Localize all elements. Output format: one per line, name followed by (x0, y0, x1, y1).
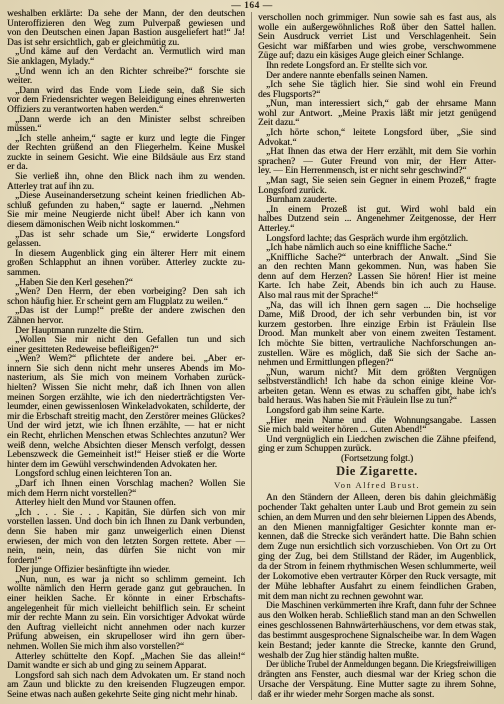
text-line (258, 195, 496, 205)
text-line (258, 80, 496, 90)
text-line (7, 421, 245, 431)
text-line (7, 220, 245, 230)
line-text: Sie mich bald weiter hören ... Guten Abend!“ (258, 425, 427, 436)
line-text: (Fortsetzung folgt.) (340, 454, 414, 464)
line-text: Sie mir meine Neugierde nicht übel! Aber ich kann von (7, 210, 245, 221)
line-text: nehmen. Wollen Sie mich ihm also vorstellen?“ (7, 642, 184, 653)
line-text: sammen. (7, 267, 41, 278)
text-line (7, 306, 245, 316)
line-text: Zeit dazu.“ (258, 118, 300, 129)
line-text: zustellen. Wäre es möglich, daß Sie sich der Sache an- (258, 348, 497, 359)
line-text: kurzem gestorben. Ihre einzige Erbin ist Fräulein Ilse (258, 319, 496, 330)
text-line (7, 124, 245, 134)
text-line (258, 377, 496, 387)
text-line (7, 201, 245, 211)
line-text: eines geschlossenen Bahnwärterhäuschens, vor dem etwas stak, (258, 621, 497, 632)
line-text: wollte nämlich den Herrn gerade ganz gut gebrauchen. In (7, 584, 245, 595)
line-text: „Wen? Wem?“ pflichtete der andere bei. „Aber er- (15, 354, 245, 365)
text-line (258, 243, 496, 253)
line-text: Sie verließ ihn, ohne den Blick nach ihm zu wenden. (15, 172, 245, 183)
text-line (7, 546, 245, 556)
line-text: „Haben Sie den Kerl gesehen?“ (15, 277, 133, 288)
text-line (258, 680, 496, 690)
line-text: hinter dem im Gewühl verschwindenden Advokaten her. (7, 459, 217, 470)
line-text: weshalben erklärte: Da sehe der Mann, der den deutschen (7, 9, 246, 19)
line-text: „Nun, nun, es war ja nicht so schlimm gemeint. Ich (15, 574, 246, 585)
line-text: „Hat Ihnen das etwa der Herr erzählt, mit dem Sie vorhin (266, 147, 496, 158)
text-line (7, 594, 245, 604)
text-line (258, 572, 496, 582)
line-text: „Das ist sehr schade um Sie,“ erwiderte Longsford (15, 229, 245, 240)
line-text: den Auftrag vielleicht nicht annehmen oder nach kurzer (7, 622, 246, 633)
text-line (7, 316, 245, 326)
line-text: Der andere nannte ebenfalls seinen Namen. (266, 70, 428, 81)
line-text: Die Maschinen verkümmerten ihre Kraft, dann fuhr der Schnee (266, 601, 496, 612)
line-text: leumder, einen gewissenlosen Winkeladvokaten, schilderte, der (7, 402, 246, 413)
line-text: An den Ständern der Alleen, deren bis dahin gleichmäßig (266, 493, 497, 503)
text-line (258, 339, 496, 349)
line-text: Der Hauptmann runzelte die Stirn. (15, 325, 144, 336)
line-text: Gesicht war mißfarben und wies grobe, verschwommene (258, 41, 496, 52)
text-line (258, 214, 496, 224)
line-text: denn auf dem Herzen? Lassen Sie hören! Hier ist meine (258, 271, 496, 282)
text-line (258, 90, 496, 100)
text-line (258, 147, 496, 157)
line-text: mich dem Herrn nicht vorstellen?“ (7, 488, 137, 499)
line-text: Sein Ausdruck verriet List und Verschlagenheit. Sein (258, 32, 496, 43)
line-text: vorstellen lassen. Und doch bin ich Ihnen zu Dank verbunden, (7, 517, 245, 528)
line-text: Ich möchte Sie bitten, vertrauliche Nachforschungen an- (258, 338, 496, 349)
text-line (258, 631, 496, 641)
text-line (7, 86, 245, 96)
text-line (7, 402, 245, 412)
line-text: fordern!“ (7, 555, 42, 566)
text-line (258, 205, 496, 215)
line-text: hielten? Wissen Sie nicht mehr, daß ich Ihnen von allen (7, 383, 245, 394)
line-text: Longsford gab ihm seine Karte. (266, 406, 384, 417)
text-line (7, 287, 245, 297)
text-line (7, 469, 245, 479)
text-line (258, 253, 496, 263)
line-text: der Mühe lebhafter Ausfahrt zu einem feindlichen Graben, (258, 581, 497, 592)
text-line (258, 387, 496, 397)
text-line (7, 565, 245, 575)
line-text: Atterley.“ (258, 223, 295, 234)
line-text: ging er zum Schuppen zurück. (258, 444, 372, 455)
page-number: — 164 — (231, 1, 273, 11)
line-text: Atterley schüttelte den Kopf. „Machen Sie das allein!“ (15, 651, 245, 662)
line-text: „Ich habe nämlich auch so eine kniffliche Sache.“ (266, 243, 452, 254)
line-text: pochender Takt gehalten unter Laub und Brot gemein zu sein (258, 502, 497, 513)
line-text: er da. (7, 162, 28, 173)
text-line (258, 23, 496, 33)
text-line (258, 51, 496, 61)
line-text: Der übliche Trubel der Anmeldungen begann. Die Kriegsfreiwilligen (266, 660, 497, 671)
line-text: einer gesitteten Redeweise befleißigen?“ (7, 344, 159, 355)
line-text: Atterley hielt den Mund vor Staunen offen. (15, 498, 176, 509)
text-line (258, 493, 496, 503)
text-line (7, 153, 245, 163)
text-line (258, 109, 496, 119)
text-line (258, 552, 496, 562)
line-text: ein Recht, ehrlichen Menschen etwas Schlechtes anzutun? Wer (7, 431, 245, 442)
line-text: aus den Wolken herab. Schließlich stand man an den Schwellen (258, 611, 496, 622)
text-line (258, 621, 496, 631)
text-line (7, 373, 245, 383)
text-line (7, 268, 245, 278)
text-line (258, 641, 496, 651)
text-line (7, 76, 245, 86)
text-line (7, 191, 245, 201)
line-text: „Kniffliche Sache?“ unterbrach der Anwalt. „Sind Sie (266, 252, 496, 263)
line-text: „Man sagt, Sie seien sein Gegner in einem Prozeß,“ fragte (266, 175, 497, 186)
text-line (7, 450, 245, 460)
line-text: müssen.“ (7, 124, 42, 135)
line-text: am Zaun und blickte zu den kreisenden Flugzeugen empor. (7, 680, 246, 691)
line-text: innern Sie sich denn nicht mehr unseres Abends im Mo- (7, 363, 245, 374)
text-line (258, 592, 496, 602)
text-line (258, 562, 496, 572)
text-line (258, 99, 496, 109)
text-line (258, 444, 496, 454)
line-text: Züge auf; dazu ein käsiges Auge gleich einer Schlange. (258, 51, 464, 62)
text-line (258, 601, 496, 611)
line-text: dem Zuge nun ersichtlich sich vorzuschieben. Von Ort zu Ort (258, 542, 496, 553)
line-text: ley. — Ein Herrenmensch, ist er nicht sehr geschwind?“ (258, 166, 467, 177)
text-line (7, 604, 245, 614)
line-text: Atterley trat auf ihn zu. (7, 181, 94, 192)
text-line (7, 632, 245, 642)
line-text: „Wen? Den Herrn, der eben vorbeiging? Den sah ich (15, 287, 245, 298)
text-line (258, 71, 496, 81)
line-text: mir der rechte Mann zu sein. Ein vorsichtiger Advokat würde (7, 613, 246, 624)
text-line (258, 416, 496, 426)
text-line (258, 358, 496, 368)
text-line (7, 162, 245, 172)
line-text: „Dann werde ich an den Minister selbst schreiben (15, 114, 245, 125)
line-text: arbeiten getan. Wenn es etwas zu schaffen gibt, habe ich's (258, 386, 496, 397)
text-line (7, 498, 245, 508)
text-line (7, 479, 245, 489)
text-line (258, 166, 496, 176)
text-line (7, 28, 245, 38)
text-line (258, 272, 496, 282)
text-line (7, 143, 245, 153)
line-text: Offiziers zu verantworten haben werden.“ (7, 104, 163, 115)
text-line (258, 186, 496, 196)
line-text: verschollen noch grimmiger. Nun sowie sah es fast aus, als (258, 13, 497, 23)
text-line (258, 542, 496, 552)
line-text: „Ich hörte schon,“ leitete Longsford über, „Sie sind (266, 128, 496, 139)
line-text: das bestimmt ausgesprochene Signalscheibe war. In dem Wagen (258, 630, 497, 641)
text-line (7, 364, 245, 374)
text-line (7, 527, 245, 537)
line-text: „Und käme auf den Verdacht an. Vermutlich wird man (15, 47, 245, 58)
line-text: mit dem man nicht zu rechnen gewohnt war. (258, 591, 424, 602)
text-line (258, 157, 496, 167)
text-line (258, 329, 496, 339)
text-line (7, 661, 245, 671)
line-text: kein Bestand; jeder kannte die Strecke, kannte den Grund, (258, 640, 497, 651)
line-text: „Diese Auseinandersetzung scheint keinen friedlichen Ab- (15, 191, 246, 202)
text-line (7, 258, 245, 268)
line-text: Prüfung abweisen, ein skrupelloser wird ihn gern über- (7, 632, 245, 643)
line-text: „Und wenn ich an den Richter schreibe?“ forschte sie (15, 66, 246, 77)
line-text: Ihn redete Longsford an. Er stellte sich vor. (266, 60, 428, 71)
text-line (258, 651, 496, 661)
line-text: Dame, Miß Drood, der ich sehr verbunden bin, ist vor (258, 310, 496, 321)
line-text: ging der Zug, bei dem Stillstand der Räder, im Augenblick, (258, 552, 496, 563)
line-text: Longsford sah sich nach dem Advokaten um. Er stand noch (15, 670, 245, 681)
line-text: zuckte in seinem Gesicht. Wie eine Bildsäule aus Erz stand (7, 152, 246, 163)
line-text: „Hier mein Name und die Wohnungsangabe. Lassen (266, 415, 496, 426)
line-text: weiß denn, welche Absichten dieser Mensch verfolgt, dessen (7, 440, 245, 451)
text-line (7, 239, 245, 249)
text-line (7, 47, 245, 57)
line-text: Drood. Man munkelt aber von einem zweiten Testament. (258, 329, 496, 340)
line-text: Ursache der Verspätung. Eine Mutter sagte zu ihrem Sohne, (258, 680, 496, 691)
line-text: Longsford schlug einen leichteren Ton an. (15, 469, 172, 480)
line-text: an den rechten Mann gekommen. Nun, was haben Sie (258, 262, 497, 273)
text-line (258, 281, 496, 291)
text-line (258, 406, 496, 416)
line-text: großen Schlapphut an ihnen vorüber. Atterley zuckte zu- (7, 258, 246, 269)
text-line (7, 354, 245, 364)
text-line (258, 262, 496, 272)
line-text: Das ist sehr ersichtlich, gab er gleichmütig zu. (7, 37, 180, 48)
line-text: daß er ihr wieder mehr Sorgen mache als sonst. (258, 690, 435, 700)
line-text: der Rechten grüßend an den Fliegerhelm. Keine Muskel (7, 143, 245, 154)
text-line (7, 652, 245, 662)
line-text: Und der wird jetzt, wie ich Ihnen erzählte, — hat er nicht (7, 421, 245, 432)
line-text: weiter. (7, 76, 33, 87)
text-line (7, 412, 245, 422)
text-line (7, 393, 245, 403)
text-line (258, 690, 496, 700)
line-text: „Darf ich Ihnen einen Vorschlag machen? Wollen Sie (15, 478, 246, 489)
text-line (258, 368, 496, 378)
line-text: Longsford lachte; das Gespräch wurde ihm ergötzlich. (266, 233, 468, 244)
text-line (258, 32, 496, 42)
text-line (7, 575, 245, 585)
text-line (258, 310, 496, 320)
text-line (7, 95, 245, 105)
text-line (258, 61, 496, 71)
text-line (258, 611, 496, 621)
line-text: Lebenszweck die Gemeinheit ist!“ Heiser stieß er die Worte (7, 450, 245, 461)
text-line (7, 67, 245, 77)
text-line (7, 105, 245, 115)
text-line (258, 118, 496, 128)
line-text: nasterium, als Sie mich von meinem Vorhaben zurück- (7, 373, 245, 384)
line-text: halbes Dutzend sein ... Angenehmer Zeitgenosse, der Herr (258, 214, 497, 225)
column-divider (251, 12, 252, 700)
text-line (7, 517, 245, 527)
line-text: an den Mienen mannigfaltiger Gesichter konnte man er- (258, 522, 496, 533)
text-line (7, 613, 245, 623)
line-text: „In einem Prozeß ist gut. Wird wohl bald ein (266, 204, 497, 215)
text-line (258, 128, 496, 138)
line-text: Unteroffizieren den Weg zum Pulverpaß gewiesen und (7, 18, 245, 29)
line-text: Seine etwas nach außen gekehrte Seite ging nicht mehr hinab. (7, 690, 238, 700)
line-text: bald heraus. Was haben Sie mit Fräulein Ilse zu tun?“ (258, 396, 457, 407)
text-line (258, 176, 496, 186)
text-line (258, 532, 496, 542)
line-text: diesem dämonischen Weib nicht loskommen.“ (7, 220, 180, 230)
text-line (7, 57, 245, 67)
line-text: weshalb der Zug hier ständig halten mußte. (258, 650, 419, 661)
text-line (7, 680, 245, 690)
text-line (7, 671, 245, 681)
text-line (258, 291, 496, 301)
text-line (258, 234, 496, 244)
text-line (7, 642, 245, 652)
text-line (7, 508, 245, 518)
text-line (7, 431, 245, 441)
text-line (7, 9, 245, 19)
line-text: Zähnen hervor. (7, 315, 64, 326)
text-line (258, 670, 496, 680)
text-line (258, 425, 496, 435)
text-line (7, 278, 245, 288)
text-line (7, 335, 245, 345)
text-line (258, 435, 496, 445)
line-text: Longsford zurück. (258, 185, 327, 196)
line-text: wohl zur Antwort. „Meine Praxis läßt mir jetzt genügend (258, 108, 496, 119)
line-text: „Na, das will ich Ihnen gern sagen ... Die hochselige (266, 300, 496, 311)
line-text: Also mal raus mit der Sprache!“ (258, 291, 379, 302)
line-text: denn Sie haben mir ganz unweigerlich einen Dienst (7, 526, 246, 537)
line-text: von den Deutschen einen Japan Bastion ausgeliefert hat!“ Ja! (7, 28, 246, 39)
line-text: Damit wandte er sich ab und ging zu seinem Apparat. (7, 661, 207, 672)
line-text: sprachen? — Guter Freund von mir, der Herr Atter- (258, 156, 497, 167)
line-text: In diesem Augenblick ging ein älterer Herr mit einem (15, 248, 246, 259)
text-line (258, 224, 496, 234)
line-text: schon häufig hier. Er scheint gern am Flugplatz zu weilen.“ (7, 296, 228, 307)
line-text: „Ich sehe Sie täglich hier. Sie sind wohl ein Freund (266, 80, 496, 91)
text-line (7, 115, 245, 125)
line-text: kennen, daß die Strecke sich verändert hatte. Die Bahn schien (258, 532, 497, 543)
text-line (7, 383, 245, 393)
line-text: Sie anklagen, Mylady.“ (7, 56, 95, 67)
line-text: „Das ist der Lump!“ preßte der andere zwischen den (15, 306, 246, 317)
line-text: Burnham zauderte. (266, 195, 337, 206)
line-text: vor dem Friedensrichter wegen Beleidigung eines ehrenwerten (7, 95, 245, 106)
text-line (258, 503, 496, 513)
text-line (258, 396, 496, 406)
line-text: „Ich . . . Sie . . . Kapitän, Sie dürfen sich von mir (15, 507, 245, 518)
line-text: gelassen. (7, 239, 41, 250)
text-line (258, 660, 496, 670)
line-text: selbstverständlich! Ich habe da schon einige kleine Vor- (258, 377, 497, 388)
story-title: Die Zigarette. (336, 464, 418, 478)
text-line (7, 690, 245, 700)
line-text: schluß gefunden zu haben,“ sagte er lauernd. „Nehmen (7, 200, 245, 211)
line-text: nein, nein, nein, das dürfen Sie nicht von mir (7, 546, 245, 557)
line-text: da der Strom in feinem rhythmischen Wesen schlummerte, weil (258, 561, 497, 572)
line-text: des Flugsports?“ (258, 89, 321, 100)
line-text: nehmen und Ermittlungen pflegen?“ (258, 358, 394, 369)
line-text: „Wollen Sie mir nicht den Gefallen tun und sich (15, 335, 245, 346)
line-text: einer heiklen Sache. Er könnte in einer Erbschafts- (7, 594, 245, 605)
line-text: Advokat.“ (258, 137, 297, 148)
text-line (7, 172, 245, 182)
line-text: Der junge Offizier besänftigte ihn wieder. (15, 565, 171, 576)
line-text: „Nun, man interessiert sich,“ gab der ehrsame Mann (266, 99, 496, 110)
line-text: erwiesen, der mich von den letzten Sorgen rettete. Aber — (7, 536, 245, 547)
line-text: drängten ans Fenster, auch diesmal war der Krieg schon die (258, 670, 497, 681)
text-line (258, 320, 496, 330)
line-text: meinen Sorgen erzählte, wie ich den niederträchtigsten Ver- (7, 392, 246, 403)
text-line (258, 138, 496, 148)
continuation-note (258, 454, 496, 464)
line-text: „Ich stelle anheim,“ sagte er kurz und legte die Finger (15, 133, 245, 144)
line-text: angelegenheit für mich vielleicht behilflich sein. Er scheint (7, 603, 246, 614)
line-text: „Dann wird das Ende vom Liede sein, daß Sie sich (15, 85, 246, 96)
line-text: der Lokomotive eben vertrauter Körper den Ruck versagte, mit (258, 571, 497, 582)
line-text: schien, an dem Murren und den sehr bleiernen Lippen des Abends, (258, 512, 496, 523)
text-line (258, 513, 496, 523)
line-text: mir die Erbschaft streitig macht, den Zerstörer meines Glückes? (7, 411, 246, 422)
line-text: Und vergnüglich ein Liedchen zwischen die Zähne pfeifend, (266, 434, 496, 445)
line-text: wolle ein außergewöhnliches Roß über den Sattel hallen. (258, 22, 496, 33)
text-line (258, 13, 496, 23)
line-text: „Nun, warum nicht? Mit dem größten Vergnügen (266, 367, 496, 378)
text-line (7, 230, 245, 240)
story-byline: Von Alfred Brust. (334, 480, 420, 490)
line-text: Karte. Ich habe Zeit, Abends bin ich auch zu Hause. (258, 281, 496, 292)
text-line (258, 582, 496, 592)
text-line (7, 210, 245, 220)
text-line (7, 584, 245, 594)
